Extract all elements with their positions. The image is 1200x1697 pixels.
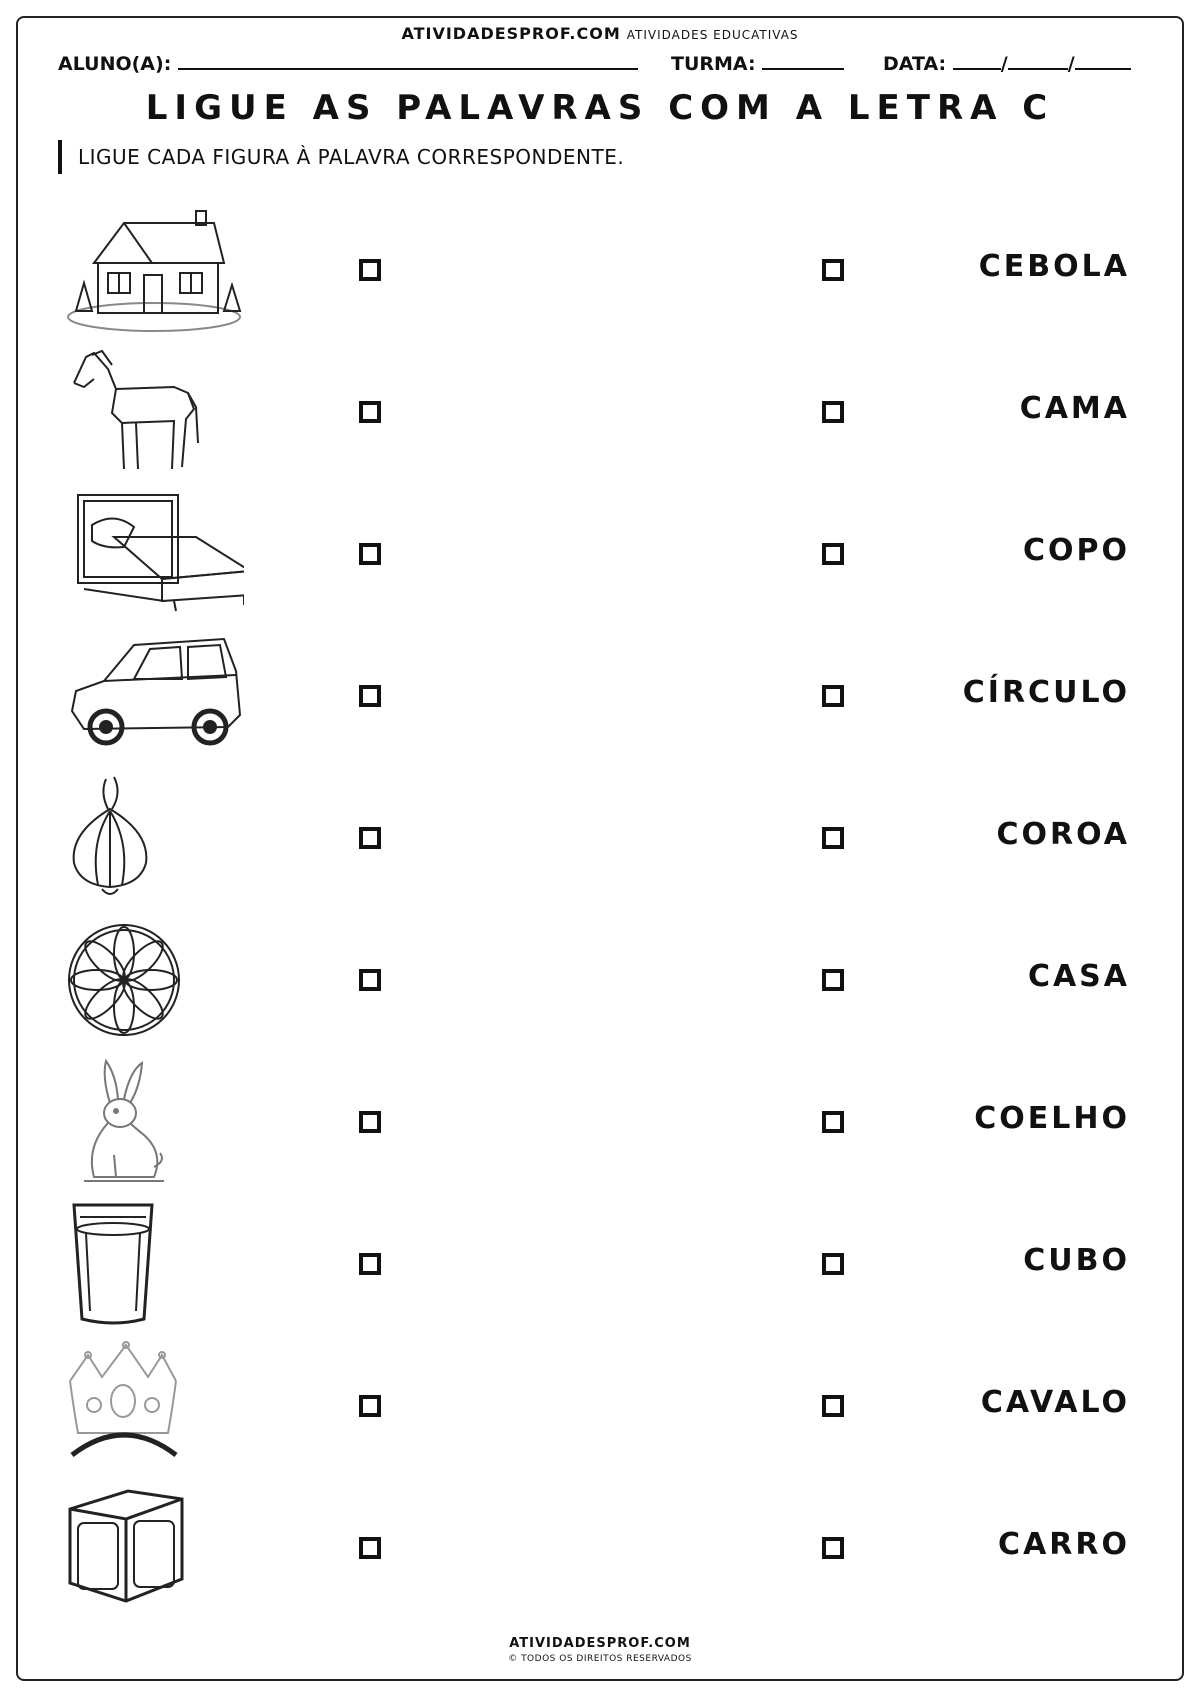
left-checkbox[interactable]	[359, 1253, 381, 1275]
left-checkbox[interactable]	[359, 827, 381, 849]
left-checkbox[interactable]	[359, 1111, 381, 1133]
match-row	[0, 489, 1200, 631]
match-word: COROA	[996, 817, 1130, 852]
left-checkbox[interactable]	[359, 259, 381, 281]
footer	[0, 1636, 1200, 1664]
car-icon	[64, 631, 244, 761]
right-checkbox[interactable]	[822, 543, 844, 565]
date-month-line[interactable]	[1008, 52, 1068, 70]
match-row	[0, 205, 1200, 347]
cube-icon	[64, 1483, 244, 1613]
class-line[interactable]	[762, 52, 844, 70]
right-checkbox[interactable]	[822, 685, 844, 707]
student-field	[58, 52, 638, 75]
date-day-line[interactable]	[953, 52, 1001, 70]
horse-icon	[64, 347, 244, 477]
instruction: LIGUE CADA FIGURA À PALAVRA CORRESPONDENTE.	[58, 140, 624, 174]
match-row	[0, 915, 1200, 1057]
match-word: COELHO	[974, 1101, 1130, 1136]
house-icon	[64, 205, 244, 335]
rabbit-icon	[64, 1057, 244, 1187]
site-tagline: ATIVIDADES EDUCATIVAS	[626, 28, 799, 42]
class-label: TURMA:	[671, 53, 756, 75]
right-checkbox[interactable]	[822, 1537, 844, 1559]
left-checkbox[interactable]	[359, 1395, 381, 1417]
match-word: CAMA	[1019, 391, 1130, 426]
match-word: CÍRCULO	[962, 675, 1130, 710]
date-label: DATA:	[883, 53, 947, 75]
class-field	[671, 52, 844, 75]
match-row	[0, 1341, 1200, 1483]
date-year-line[interactable]	[1075, 52, 1131, 70]
right-checkbox[interactable]	[822, 401, 844, 423]
glass-icon	[64, 1199, 244, 1329]
right-checkbox[interactable]	[822, 1395, 844, 1417]
bed-icon	[64, 489, 244, 619]
site-header	[0, 24, 1200, 43]
match-row	[0, 631, 1200, 773]
match-word: CEBOLA	[978, 249, 1130, 284]
page-title: LIGUE AS PALAVRAS COM A LETRA C	[145, 88, 1055, 128]
match-row	[0, 1483, 1200, 1625]
right-checkbox[interactable]	[822, 969, 844, 991]
date-separator: /	[1067, 53, 1075, 75]
footer-rights: © TODOS OS DIREITOS RESERVADOS	[508, 1654, 692, 1664]
match-row	[0, 1199, 1200, 1341]
match-row	[0, 347, 1200, 489]
student-fields	[58, 52, 1148, 78]
student-name-line[interactable]	[178, 52, 638, 70]
site-name: ATIVIDADESPROF.COM	[401, 24, 621, 43]
match-word: CUBO	[1023, 1243, 1130, 1278]
crown-icon	[64, 1341, 244, 1471]
right-checkbox[interactable]	[822, 1253, 844, 1275]
right-checkbox[interactable]	[822, 1111, 844, 1133]
match-word: CASA	[1027, 959, 1130, 994]
right-checkbox[interactable]	[822, 259, 844, 281]
student-label: ALUNO(A):	[58, 53, 172, 75]
date-field	[883, 52, 1131, 75]
left-checkbox[interactable]	[359, 401, 381, 423]
match-word: CAVALO	[980, 1385, 1130, 1420]
footer-site: ATIVIDADESPROF.COM	[509, 1636, 691, 1651]
match-row	[0, 773, 1200, 915]
match-word: CARRO	[998, 1527, 1130, 1562]
left-checkbox[interactable]	[359, 543, 381, 565]
circle-icon	[64, 915, 244, 1045]
left-checkbox[interactable]	[359, 685, 381, 707]
date-separator: /	[1000, 53, 1008, 75]
onion-icon	[64, 773, 244, 903]
left-checkbox[interactable]	[359, 1537, 381, 1559]
right-checkbox[interactable]	[822, 827, 844, 849]
match-word: COPO	[1022, 533, 1130, 568]
left-checkbox[interactable]	[359, 969, 381, 991]
match-row	[0, 1057, 1200, 1199]
